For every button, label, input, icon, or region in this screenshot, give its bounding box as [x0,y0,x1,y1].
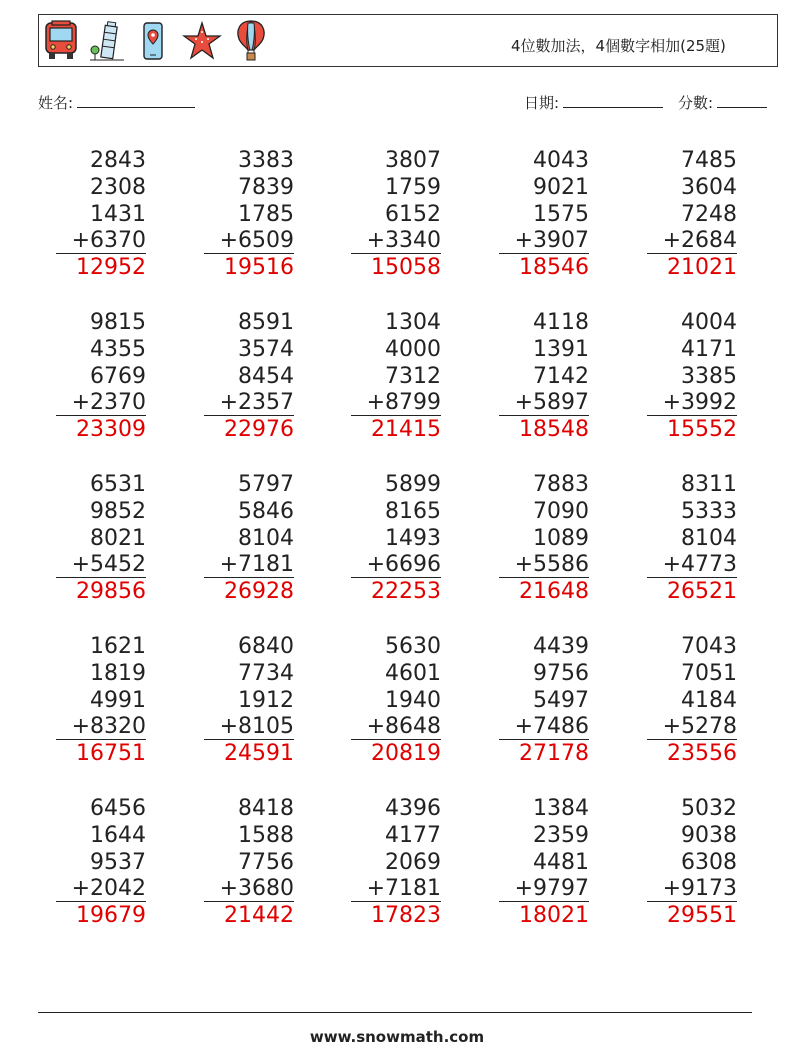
addend: 8591 [238,310,294,335]
addend-with-plus: +6509 [204,228,294,254]
date-field [524,92,663,113]
addend-with-plus: +5452 [56,552,146,578]
addend: 9852 [90,499,146,524]
addend: 1493 [385,526,441,551]
addend: 6152 [385,202,441,227]
addend: 1819 [90,661,146,686]
addend-with-plus: +8648 [351,714,441,740]
addend: 4355 [90,337,146,362]
addend: 5630 [385,634,441,659]
problem-item [56,309,146,443]
addend-with-plus: +2370 [56,390,146,416]
addend: 3604 [681,175,737,200]
worksheet-header [38,14,778,67]
addend-with-plus: +5897 [499,390,589,416]
problem-item [204,471,294,605]
answer: 15552 [667,417,737,442]
addend-with-plus: +3907 [499,228,589,254]
addend-with-plus: +7181 [204,552,294,578]
problem-item [499,147,589,281]
addend: 6769 [90,364,146,389]
addend: 1588 [238,823,294,848]
problem-item [56,471,146,605]
addend: 9756 [533,661,589,686]
problem-item [499,471,589,605]
addend: 5846 [238,499,294,524]
answer: 18548 [519,417,589,442]
addend: 7051 [681,661,737,686]
addend: 4043 [533,148,589,173]
addend: 9038 [681,823,737,848]
footer-site: www.snowmath.com [309,1028,485,1046]
addend: 3807 [385,148,441,173]
addend: 8454 [238,364,294,389]
addend: 2069 [385,850,441,875]
addend-with-plus: +6696 [351,552,441,578]
addend-with-plus: +8320 [56,714,146,740]
date-label: 日期: [524,94,560,112]
answer: 19679 [76,903,146,928]
addend: 4171 [681,337,737,362]
addend: 7043 [681,634,737,659]
answer: 23556 [667,741,737,766]
name-blank[interactable] [77,93,195,108]
addend: 8104 [238,526,294,551]
leaning-tower-icon [89,20,125,62]
addend: 4184 [681,688,737,713]
addend: 6531 [90,472,146,497]
addend: 6308 [681,850,737,875]
answer: 22976 [224,417,294,442]
addend: 1621 [90,634,146,659]
answer: 23309 [76,417,146,442]
problem-item [351,147,441,281]
answer: 24591 [224,741,294,766]
addend-with-plus: +5586 [499,552,589,578]
answer: 26521 [667,579,737,604]
addend: 2308 [90,175,146,200]
addend: 1912 [238,688,294,713]
addend: 4000 [385,337,441,362]
addend: 4481 [533,850,589,875]
answer: 27178 [519,741,589,766]
addend: 9537 [90,850,146,875]
addend: 7839 [238,175,294,200]
addend: 7142 [533,364,589,389]
addend: 1391 [533,337,589,362]
answer: 18546 [519,255,589,280]
answer: 19516 [224,255,294,280]
addend: 4991 [90,688,146,713]
addend: 7248 [681,202,737,227]
problem-item [647,147,737,281]
addend-with-plus: +3680 [204,876,294,902]
name-label: 姓名: [38,94,74,112]
problem-item [351,309,441,443]
answer: 21442 [224,903,294,928]
addend-with-plus: +4773 [647,552,737,578]
problem-item [56,795,146,929]
addend-with-plus: +3340 [351,228,441,254]
answer: 22253 [371,579,441,604]
problem-item [351,795,441,929]
addend-with-plus: +8105 [204,714,294,740]
problem-item [56,633,146,767]
addend: 5797 [238,472,294,497]
addend-with-plus: +9797 [499,876,589,902]
addend: 5032 [681,796,737,821]
addend: 4118 [533,310,589,335]
addend: 9815 [90,310,146,335]
addend: 7090 [533,499,589,524]
answer: 21021 [667,255,737,280]
addend: 1089 [533,526,589,551]
addend-with-plus: +2684 [647,228,737,254]
addend-with-plus: +9173 [647,876,737,902]
addend: 2843 [90,148,146,173]
addend: 5333 [681,499,737,524]
addend: 6456 [90,796,146,821]
problem-item [204,147,294,281]
addend: 7485 [681,148,737,173]
name-field [38,92,195,113]
worksheet-title: 4位數加法，4個數字相加(25題) [511,37,726,55]
addend: 1575 [533,202,589,227]
addend: 5497 [533,688,589,713]
addend: 1431 [90,202,146,227]
problem-item [204,309,294,443]
answer: 21648 [519,579,589,604]
addend: 8311 [681,472,737,497]
problem-item [56,147,146,281]
answer: 21415 [371,417,441,442]
problem-item [647,309,737,443]
addend: 8104 [681,526,737,551]
addend: 4439 [533,634,589,659]
answer: 16751 [76,741,146,766]
addend: 6840 [238,634,294,659]
addend-with-plus: +5278 [647,714,737,740]
addend: 4177 [385,823,441,848]
addend: 1785 [238,202,294,227]
addend: 1940 [385,688,441,713]
score-blank[interactable] [717,93,767,108]
header-icons [43,19,269,63]
addend: 4396 [385,796,441,821]
problem-item [499,309,589,443]
answer: 29551 [667,903,737,928]
problem-item [647,795,737,929]
hot-air-balloon-icon [233,19,269,63]
addend: 8165 [385,499,441,524]
score-label: 分數: [678,94,714,112]
addend: 4601 [385,661,441,686]
addend-with-plus: +7181 [351,876,441,902]
addend-with-plus: +2357 [204,390,294,416]
problem-item [204,795,294,929]
starfish-icon [181,20,223,62]
phone-map-pin-icon [135,20,171,62]
problem-item [499,633,589,767]
answer: 15058 [371,255,441,280]
problem-item [351,471,441,605]
answer: 20819 [371,741,441,766]
answer: 17823 [371,903,441,928]
addend: 7756 [238,850,294,875]
score-field [678,92,767,113]
answer: 12952 [76,255,146,280]
problem-item [647,471,737,605]
problem-item [499,795,589,929]
addend: 1304 [385,310,441,335]
addend: 3574 [238,337,294,362]
problem-item [351,633,441,767]
addend: 7883 [533,472,589,497]
addend-with-plus: +6370 [56,228,146,254]
addend-with-plus: +7486 [499,714,589,740]
addend: 3385 [681,364,737,389]
date-blank[interactable] [563,93,663,108]
addend: 1384 [533,796,589,821]
problem-item [647,633,737,767]
addend-with-plus: +3992 [647,390,737,416]
answer: 26928 [224,579,294,604]
footer-divider [38,1012,752,1013]
addend-with-plus: +2042 [56,876,146,902]
addend: 7312 [385,364,441,389]
addend: 1644 [90,823,146,848]
addend: 5899 [385,472,441,497]
addend: 2359 [533,823,589,848]
addend-with-plus: +8799 [351,390,441,416]
answer: 18021 [519,903,589,928]
addend: 4004 [681,310,737,335]
addend: 1759 [385,175,441,200]
addend: 3383 [238,148,294,173]
addend: 8418 [238,796,294,821]
problem-item [204,633,294,767]
addend: 9021 [533,175,589,200]
addend: 7734 [238,661,294,686]
bus-icon [43,20,79,62]
answer: 29856 [76,579,146,604]
addend: 8021 [90,526,146,551]
